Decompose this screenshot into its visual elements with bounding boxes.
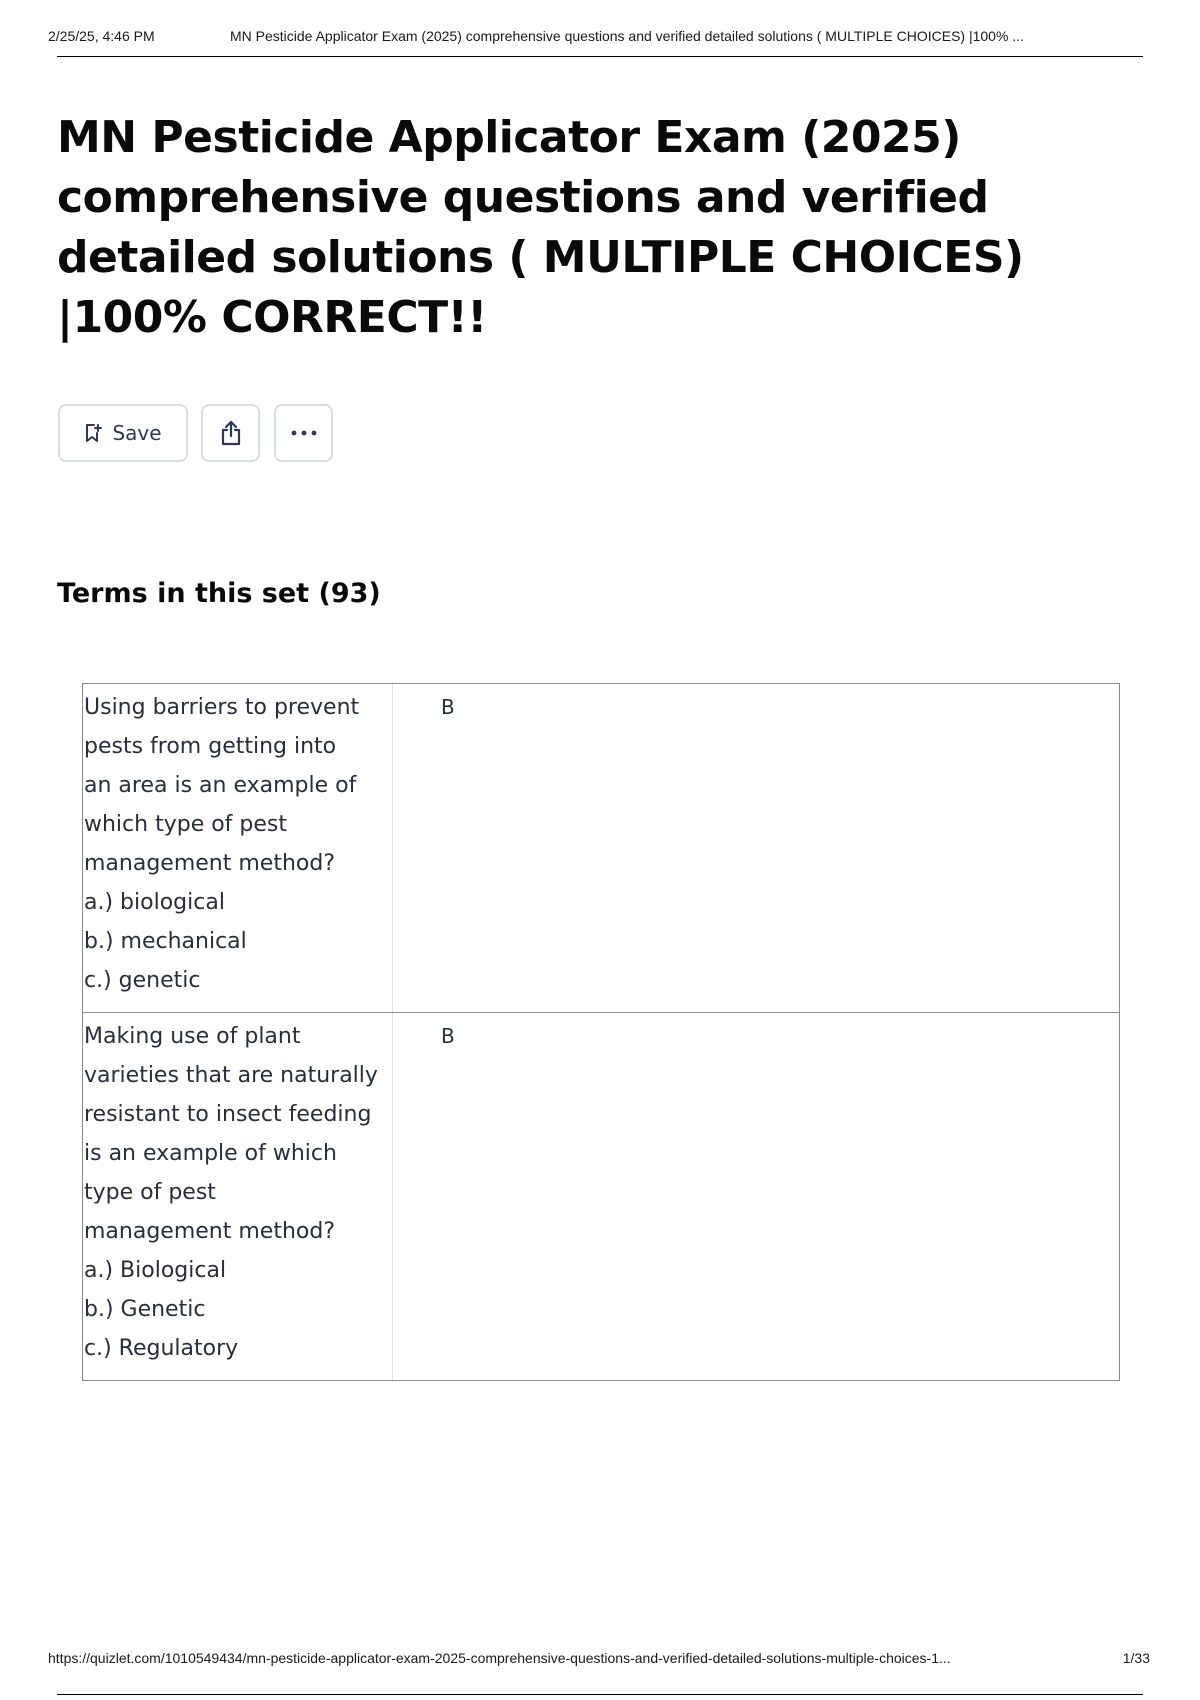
footer-divider xyxy=(57,1694,1143,1695)
save-button-label: Save xyxy=(112,421,162,445)
term-option: b.) mechanical xyxy=(84,929,247,954)
term-question-line: management method? xyxy=(84,851,336,876)
page-title: MN Pesticide Applicator Exam (2025) comprehensive questions and verified detailed solutions ( MULTIPLE CHOICES) |100% CORRECT!! xyxy=(57,112,1024,343)
term-question-line: type of pest xyxy=(84,1180,216,1205)
more-options-button[interactable] xyxy=(274,404,333,462)
page-indicator: 1/33 xyxy=(1122,1650,1150,1666)
term-option: a.) biological xyxy=(84,890,225,915)
term-question-line: an area is an example of xyxy=(84,773,357,798)
term-answer: B xyxy=(441,1024,455,1048)
term-option: c.) Regulatory xyxy=(84,1336,239,1361)
print-document-title: MN Pesticide Applicator Exam (2025) comprehensive questions and verified detailed solutions ( MULTIPLE CHOICES) |100% ... xyxy=(230,28,1024,44)
share-icon xyxy=(218,419,244,447)
term-question-line: management method? xyxy=(84,1219,336,1244)
term-question-line: Making use of plant xyxy=(84,1024,301,1049)
share-button[interactable] xyxy=(201,404,260,462)
term-question-line: resistant to insect feeding xyxy=(84,1102,372,1127)
term-question-line: Using barriers to prevent xyxy=(84,695,360,720)
term-option: b.) Genetic xyxy=(84,1297,206,1322)
term-question-line: varieties that are naturally xyxy=(84,1063,378,1088)
header-divider xyxy=(57,56,1143,57)
more-options-icon xyxy=(290,429,318,437)
terms-table xyxy=(82,683,1120,1381)
term-option: c.) genetic xyxy=(84,968,201,993)
term-row xyxy=(83,1012,1119,1380)
term-question-line: pests from getting into xyxy=(84,734,337,759)
save-button[interactable] xyxy=(58,404,188,462)
print-url: https://quizlet.com/1010549434/mn-pesticide-applicator-exam-2025-comprehensive-questions-and-verified-detailed-solutions-multiple-choices-1... xyxy=(48,1650,951,1666)
print-timestamp: 2/25/25, 4:46 PM xyxy=(48,28,155,44)
term-question-line: is an example of which xyxy=(84,1141,337,1166)
term-question-line: which type of pest xyxy=(84,812,288,837)
term-question xyxy=(83,684,393,1012)
terms-heading: Terms in this set (93) xyxy=(57,578,381,609)
term-option: a.) Biological xyxy=(84,1258,227,1283)
term-question xyxy=(83,1013,393,1380)
term-row xyxy=(83,684,1119,1012)
term-answer: B xyxy=(441,695,455,719)
bookmark-add-icon xyxy=(84,423,102,443)
